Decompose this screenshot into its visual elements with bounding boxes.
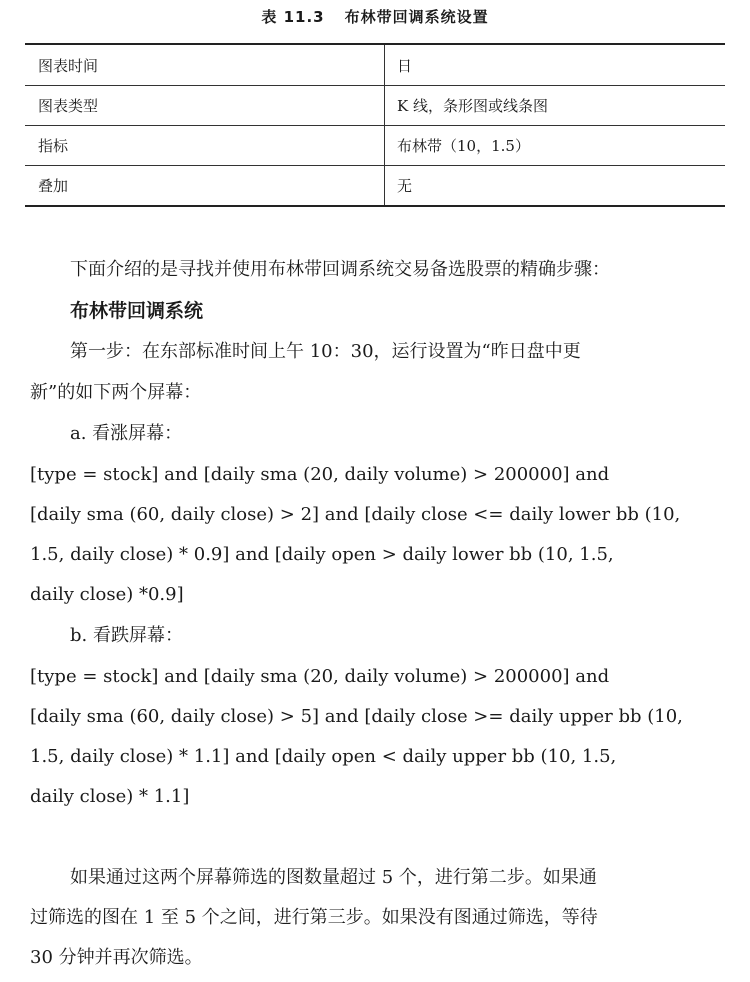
step1-line-2: 新”的如下两个屏幕：	[30, 382, 202, 403]
bearish-formula-line: 1.5, daily close) * 1.1] and [daily open < daily upper bb (10, 1.5,	[30, 746, 617, 767]
section-heading: 布林带回调系统	[70, 300, 204, 322]
bearish-screen-label: b. 看跌屏幕：	[70, 625, 183, 646]
closing-line: 30 分钟并再次筛选。	[30, 947, 203, 968]
closing-line: 如果通过这两个屏幕筛选的图数量超过 5 个，进行第二步。如果通	[70, 867, 597, 888]
row-value: 无	[385, 166, 726, 207]
settings-table	[25, 43, 725, 207]
bullish-formula-line: 1.5, daily close) * 0.9] and [daily open > daily lower bb (10, 1.5,	[30, 544, 614, 565]
row-value: 日	[397, 56, 413, 75]
closing-line: 过筛选的图在 1 至 5 个之间，进行第三步。如果没有图通过筛选，等待	[30, 907, 598, 928]
table-row	[25, 44, 725, 86]
table-row	[25, 166, 725, 207]
row-value: 布林带（10，1.5）	[385, 126, 726, 166]
table-row	[25, 86, 725, 126]
bearish-formula-line: [type = stock] and [daily sma (20, daily volume) > 200000] and	[30, 666, 610, 687]
bullish-formula-line: [type = stock] and [daily sma (20, daily volume) > 200000] and	[30, 464, 610, 485]
bullish-screen-label: a. 看涨屏幕：	[70, 423, 183, 444]
row-key: 图表时间	[25, 44, 385, 86]
row-value: K 线，条形图或线条图	[385, 86, 726, 126]
table-caption	[0, 6, 750, 27]
bullish-formula-line: [daily sma (60, daily close) > 2] and [daily close <= daily lower bb (10,	[30, 504, 681, 525]
row-key: 叠加	[25, 166, 385, 207]
table-number: 表 11.3	[261, 8, 325, 26]
row-key: 指标	[25, 126, 385, 166]
table-row	[25, 126, 725, 166]
step1-line-1: 第一步：在东部标准时间上午 10：30，运行设置为“昨日盘中更	[70, 341, 581, 362]
table-title: 布林带回调系统设置	[344, 8, 489, 26]
intro-paragraph: 下面介绍的是寻找并使用布林带回调系统交易备选股票的精确步骤：	[70, 259, 610, 280]
bullish-formula-line: daily close) *0.9]	[30, 584, 184, 605]
bearish-formula-line: [daily sma (60, daily close) > 5] and [daily close >= daily upper bb (10,	[30, 706, 683, 727]
bearish-formula-line: daily close) * 1.1]	[30, 786, 190, 807]
row-key: 图表类型	[25, 86, 385, 126]
